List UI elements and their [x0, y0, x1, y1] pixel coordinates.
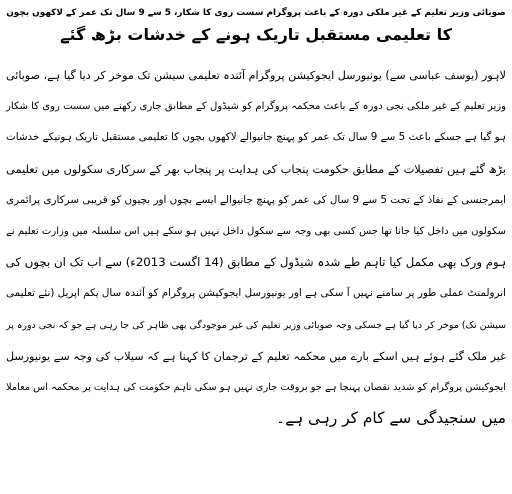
body-line: لاہور (یوسف عباسی سے) یونیورسل ایجوکیشن پروگرام آئندہ تعلیمی سیشن تک موخر کر دیا گیا ہے، صوبائی	[6, 69, 506, 82]
body-line: سیشن تک) موخر کر دیا گیا ہے جسکی وجہ صوبائی وزیر تعلیم کی غیر موجودگی بھی ظاہر کی جا رہی ہے جو کہ نجی دورہ پر	[6, 319, 506, 331]
body-line: سکولوں میں داخل کیا جانا تھا جس کسی بھی وجہ سے سکول داخل نہیں ہو سکے ہیں اس سلسلہ میں وزارت تعلیم نے	[6, 226, 506, 238]
body-line: وزیر تعلیم کے غیر ملکی نجی دورہ کے باعث محکمہ پروگرام کو شیڈول کے مطابق جاری رکھنے میں سست روی کا شکار	[6, 101, 506, 113]
headline	[6, 2, 506, 46]
article-body	[6, 60, 506, 434]
headline-line-2: کا تعلیمی مستقبل تاریک ہونے کے خدشات بڑھ گئے	[60, 25, 452, 44]
body-line: ہو گیا ہے جسکے باعث 5 سے 9 سال تک عمر کو پہنچ جانیوالے لاکھوں بچوں کا تعلیمی مستقبل تاریک ہونیکے خدشات	[6, 131, 506, 144]
body-line: غیر ملک گئے ہوئے ہیں اسکے بارے میں محکمہ تعلیم کے ترجمان کا کہنا ہے کہ سیلاب کی وجہ سے یونیورسل	[6, 349, 506, 363]
body-line: ایمرجنسی کے نفاذ کے تحت 5 سے 9 سال کی عمر کو پہنچ جانیوالے ایسے بچوں اور بچیوں کو قریبی سرکاری پرائمری	[5, 193, 506, 206]
body-line: انرولمنٹ عملی طور پر سامنے نہیں آ سکی ہے اور یونیورسل ایجوکیشن پروگرام کو آئندہ سال یکم اپریل (نئے تعلیمی	[6, 287, 506, 300]
body-line: ہوم ورک بھی مکمل کیا تاہم طے شدہ شیڈول کے مطابق (14 اگست 2013ء) سے اب تک ان بچوں کی	[5, 255, 506, 270]
body-line: بڑھ گئے ہیں تفصیلات کے مطابق حکومت پنجاب کی ہدایت پر پنجاب بھر کے سرکاری سکولوں میں تعلیمی	[6, 161, 506, 176]
body-line: ایجوکیشن پروگرام کو شدید نقصان پہنچا ہے جو بروقت جاری نہیں ہو سکی تاہم حکومت کی ہدایت پر محکمہ اس معاملا	[6, 382, 506, 394]
body-line: میں سنجیدگی سے کام کر رہی ہے۔	[276, 409, 506, 428]
headline-line-1: صوبائی وزیر تعلیم کے غیر ملکی دورہ کے باعث پروگرام سست روی کا شکار، 5 سے 9 سال تک عمر کے لاکھوں بچوں	[6, 8, 506, 18]
